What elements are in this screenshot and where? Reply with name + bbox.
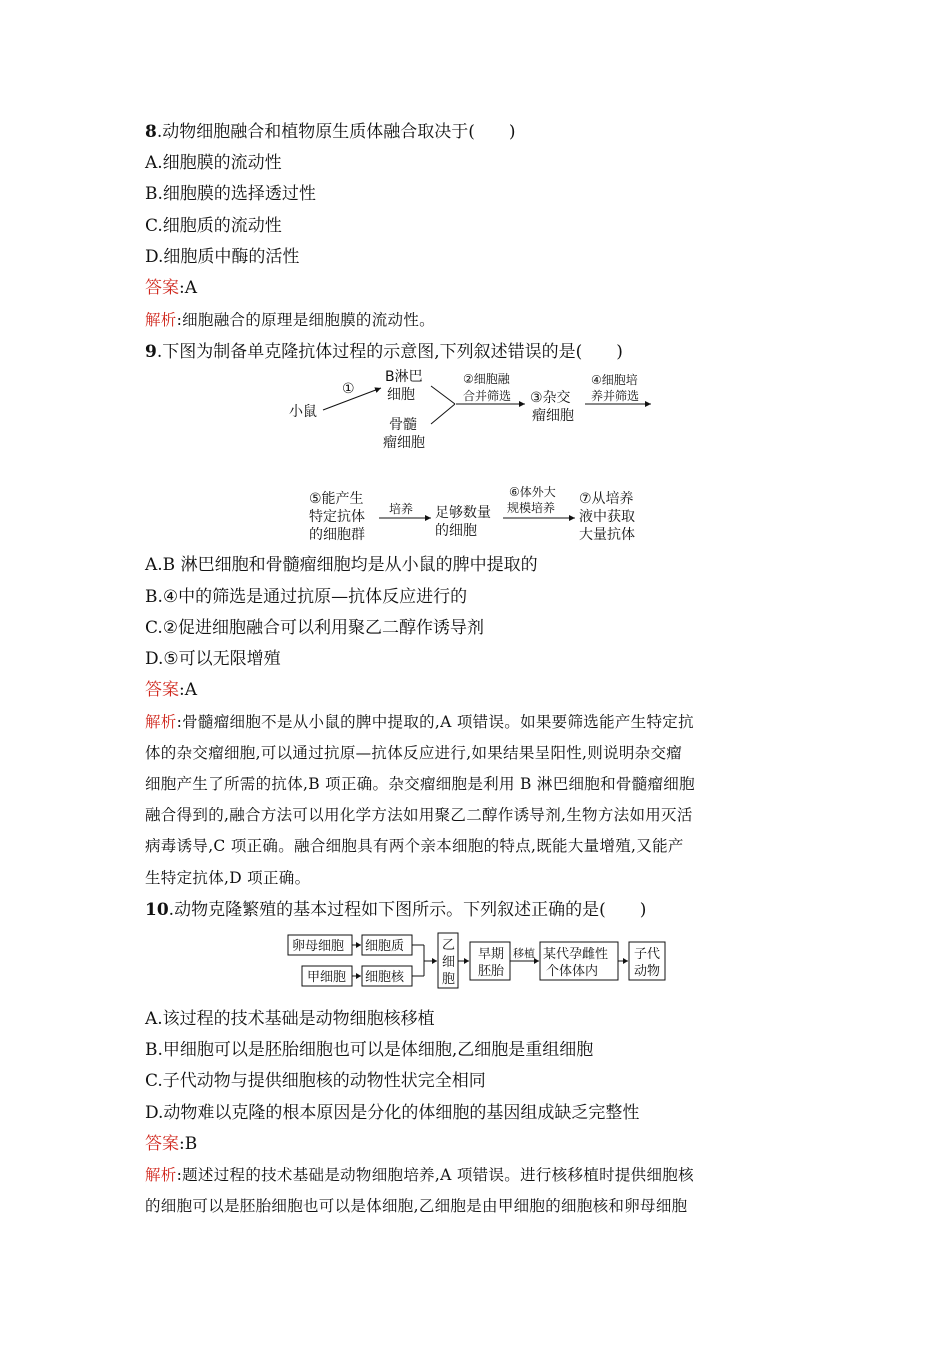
q9-option-d: D.⑤可以无限增殖 — [145, 649, 281, 669]
q9-analysis-line-6: 生特定抗体,D 项正确。 — [145, 869, 311, 887]
merge-line-top — [431, 386, 455, 404]
q9-diagram — [285, 366, 655, 549]
embryo-line2: 胚胎 — [478, 964, 505, 979]
enough-line1: 足够数量 — [435, 505, 491, 521]
myeloma-line2: 瘤细胞 — [383, 435, 425, 451]
surrogate-line2: 个体体内 — [546, 964, 599, 979]
q10-stem: 10.动物克隆繁殖的基本过程如下图所示。下列叙述正确的是( ) — [145, 900, 647, 920]
group5-line1: ⑤能产生 — [309, 491, 364, 507]
q10-answer: 答案:B — [145, 1134, 198, 1154]
q9-answer: 答案:A — [145, 680, 198, 700]
q9-option-b: B.④中的筛选是通过抗原—抗体反应进行的 — [145, 587, 468, 607]
q8-analysis: 解析:细胞融合的原理是细胞膜的流动性。 — [145, 311, 435, 329]
mouse-label: 小鼠 — [289, 404, 317, 420]
q9-option-a: A.B 淋巴细胞和骨髓瘤细胞均是从小鼠的脾中提取的 — [145, 555, 538, 575]
q8-option-b: B.细胞膜的选择透过性 — [145, 184, 316, 204]
cytoplasm-label: 细胞质 — [365, 939, 405, 954]
group5-line3: 的细胞群 — [309, 527, 365, 543]
oocyte-label: 卵母细胞 — [292, 939, 345, 954]
answer-label: 答案 — [145, 278, 179, 298]
q8-stem: 8.动物细胞融合和植物原生质体融合取决于( ) — [145, 122, 516, 142]
cell-b-char3: 胞 — [442, 972, 456, 987]
analysis-label: 解析 — [145, 713, 177, 731]
q10-diagram — [287, 932, 667, 992]
answer-label: 答案 — [145, 680, 179, 700]
transplant-label: 移植 — [513, 947, 535, 960]
q9-stem: 9.下图为制备单克隆抗体过程的示意图,下列叙述错误的是( ) — [145, 342, 623, 362]
q9-analysis-line-1: 解析:骨髓瘤细胞不是从小鼠的脾中提取的,A 项错误。如果要筛选能产生特定抗 — [145, 713, 694, 731]
q9-analysis-line-2: 体的杂交瘤细胞,可以通过抗原—抗体反应进行,如果结果呈阳性,则说明杂交瘤 — [145, 744, 683, 762]
nucleus-label: 细胞核 — [365, 970, 405, 985]
enough-line2: 的细胞 — [435, 523, 477, 539]
step2-line1: ②细胞融 — [463, 372, 510, 386]
surrogate-line1: 某代孕雌性 — [543, 947, 609, 962]
analysis-label: 解析 — [145, 311, 177, 329]
hybrid-line2: 瘤细胞 — [532, 408, 574, 424]
cell-b-char1: 乙 — [442, 938, 456, 953]
q8-number: 8 — [145, 122, 157, 142]
bcell-line1: B淋巴 — [385, 369, 423, 385]
q8-answer: 答案:A — [145, 278, 198, 298]
q10-number: 10 — [145, 900, 169, 920]
cell-b-char2: 细 — [442, 955, 456, 970]
group5-line2: 特定抗体 — [309, 509, 365, 525]
q8-option-c: C.细胞质的流动性 — [145, 216, 282, 236]
cell-a-label: 甲细胞 — [307, 970, 347, 985]
step4-line2: 养并筛选 — [591, 389, 640, 403]
step4-line1: ④细胞培 — [591, 373, 638, 387]
answer-label: 答案 — [145, 1134, 179, 1154]
q9-analysis-line-3: 细胞产生了所需的抗体,B 项正确。杂交瘤细胞是利用 B 淋巴细胞和骨髓瘤细胞 — [145, 775, 695, 793]
merge-line-bottom — [431, 404, 455, 424]
myeloma-line1: 骨髓 — [389, 417, 417, 433]
analysis-label: 解析 — [145, 1166, 177, 1184]
bcell-line2: 细胞 — [387, 387, 415, 403]
step7-line2: 液中获取 — [579, 509, 635, 525]
step1-label: ① — [342, 381, 355, 397]
step6-line2: 规模培养 — [507, 501, 556, 515]
offspring-line2: 动物 — [634, 964, 661, 979]
culture-label: 培养 — [389, 502, 414, 516]
hybrid-line1: ③杂交 — [530, 390, 571, 406]
q10-analysis-line-2: 的细胞可以是胚胎细胞也可以是体细胞,乙细胞是由甲细胞的细胞核和卵母细胞 — [145, 1197, 688, 1215]
q8-option-d: D.细胞质中酶的活性 — [145, 247, 300, 267]
step7-line1: ⑦从培养 — [579, 491, 634, 507]
q9-number: 9 — [145, 342, 157, 362]
offspring-line1: 子代 — [634, 947, 661, 962]
q10-option-b: B.甲细胞可以是胚胎细胞也可以是体细胞,乙细胞是重组细胞 — [145, 1040, 594, 1060]
q9-analysis-line-4: 融合得到的,融合方法可以用化学方法如用聚乙二醇作诱导剂,生物方法如用灭活 — [145, 806, 693, 824]
q10-option-a: A.该过程的技术基础是动物细胞核移植 — [145, 1009, 435, 1029]
q10-option-d: D.动物难以克隆的根本原因是分化的体细胞的基因组成缺乏完整性 — [145, 1103, 640, 1123]
embryo-line1: 早期 — [478, 947, 505, 962]
step6-line1: ⑥体外大 — [509, 485, 556, 499]
q9-analysis-line-5: 病毒诱导,C 项正确。融合细胞具有两个亲本细胞的特点,既能大量增殖,又能产 — [145, 837, 684, 855]
q8-option-a: A.细胞膜的流动性 — [145, 153, 282, 173]
step7-line3: 大量抗体 — [579, 527, 635, 543]
step2-line2: 合并筛选 — [463, 389, 512, 403]
q10-analysis-line-1: 解析:题述过程的技术基础是动物细胞培养,A 项错误。进行核移植时提供细胞核 — [145, 1166, 694, 1184]
q9-option-c: C.②促进细胞融合可以利用聚乙二醇作诱导剂 — [145, 618, 485, 638]
q10-option-c: C.子代动物与提供细胞核的动物性状完全相同 — [145, 1071, 486, 1091]
